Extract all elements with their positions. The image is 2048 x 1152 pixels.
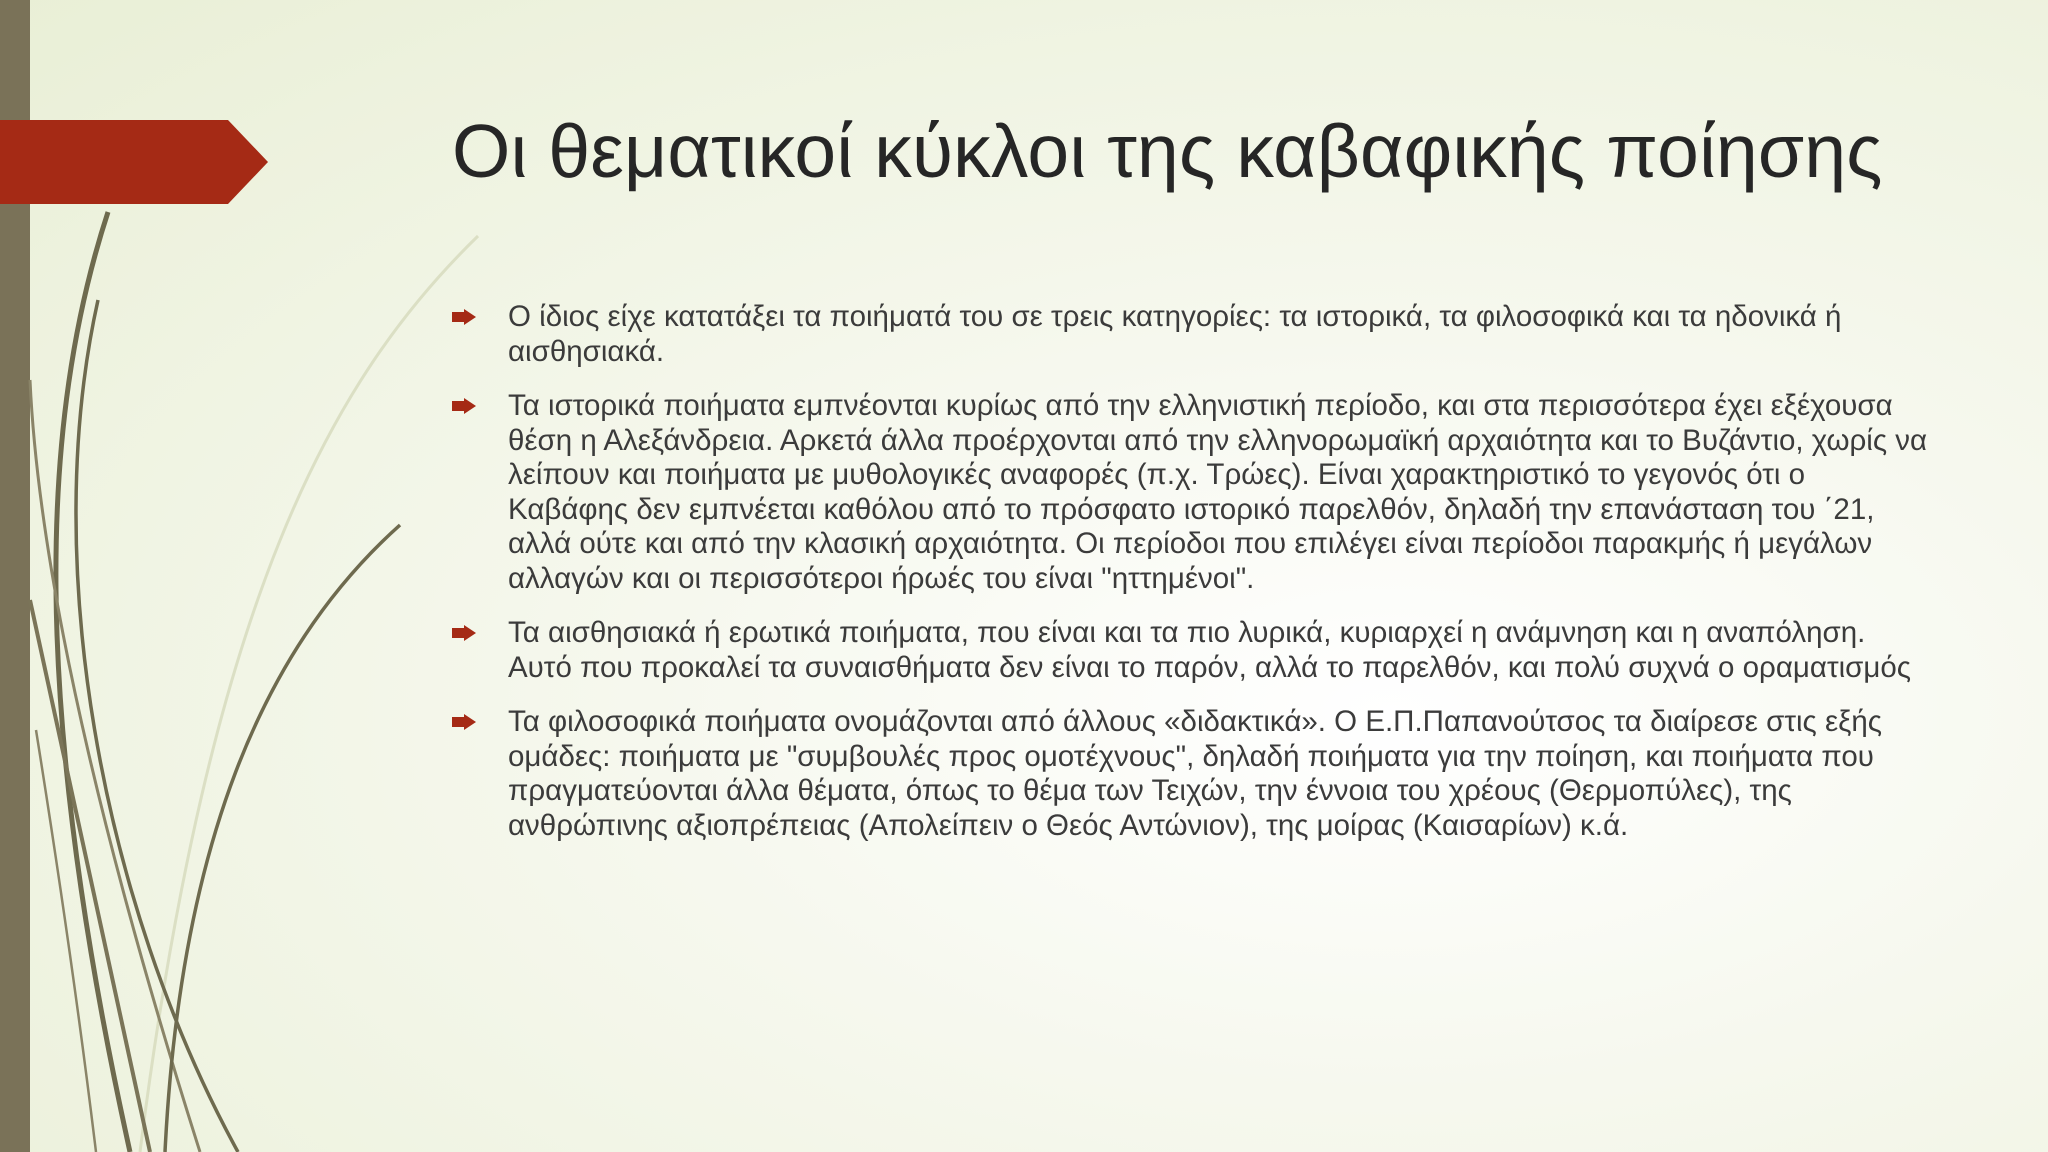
- list-item: [452, 705, 1932, 843]
- bullet-text: Τα ιστορικά ποιήματα εμπνέονται κυρίως από την ελληνιστική περίοδο, και στα περισσότερα έχει εξέχουσα θέση η Αλεξάνδρεια. Αρκετά άλλα προέρχονται από την ελληνορωμαϊκή αρχαιότητα και το Βυζάντιο, χωρίς να λείπουν και ποιήματα με μυθολογικές αναφορές (π.χ. Τρώες). Είναι χαρακτηριστικό το γεγονός ότι ο Καβάφης δεν εμπνέεται καθόλου από το πρόσφατο ιστορικό παρελθόν, δηλαδή την επανάσταση του ΄21, αλλά ούτε και από την κλασική αρχαιότητα. Οι περίοδοι που επιλέγει είναι περίοδοι παρακμής ή μεγάλων αλλαγών και οι περισσότεροι ήρωές του είναι "ηττημένοι".: [508, 389, 1928, 595]
- stem-6: [36, 730, 96, 1152]
- stem-4: [165, 525, 400, 1152]
- bullet-text: Ο ίδιος είχε κατατάξει τα ποιήματά του σε τρεις κατηγορίες: τα ιστορικά, τα φιλοσοφικά και τα ηδονικά ή αισθησιακά.: [508, 300, 1842, 368]
- arrow-bullet-icon: [452, 625, 476, 641]
- arrow-bullet-icon: [452, 309, 476, 325]
- title-arrow-shape: [0, 120, 268, 204]
- light-stem: [140, 236, 478, 1152]
- bullet-text: Τα φιλοσοφικά ποιήματα ονομάζονται από άλλους «διδακτικά». Ο Ε.Π.Παπανούτσος τα διαίρεσε στις εξής ομάδες: ποιήματα με "συμβουλές προς ομοτέχνους", δηλαδή ποιήματα για την ποίηση, και ποιήματα που πραγματεύονται άλλα θέματα, όπως το θέμα των Τειχών, την έννοια του χρέους (Θερμοπύλες), της ανθρώπινης αξιοπρέπειας (Απολείπειν ο Θεός Αντώνιον), της μοίρας (Καισαρίων) κ.ά.: [508, 705, 1882, 842]
- arrow-bullet-icon: [452, 398, 476, 414]
- left-accent-bar: [0, 0, 30, 1152]
- stem-5: [30, 600, 150, 1152]
- list-item: [452, 389, 1932, 596]
- list-item: [452, 616, 1932, 685]
- arrow-bullet-icon: [452, 714, 476, 730]
- slide-title: Οι θεματικοί κύκλοι της καβαφικής ποίησης: [452, 109, 1883, 193]
- stem-2: [76, 300, 238, 1152]
- bullet-list: [452, 300, 1932, 843]
- list-item: [452, 300, 1932, 369]
- stem-3: [30, 380, 200, 1152]
- bullet-text: Τα αισθησιακά ή ερωτικά ποιήματα, που είναι και τα πιο λυρικά, κυριαρχεί η ανάμνηση και η αναπόληση. Αυτό που προκαλεί τα συναισθήματα δεν είναι το παρόν, αλλά το παρελθόν, και πολύ συχνά ο οραματισμός: [508, 616, 1911, 684]
- slide-content: [452, 300, 1932, 863]
- stem-1: [56, 212, 130, 1152]
